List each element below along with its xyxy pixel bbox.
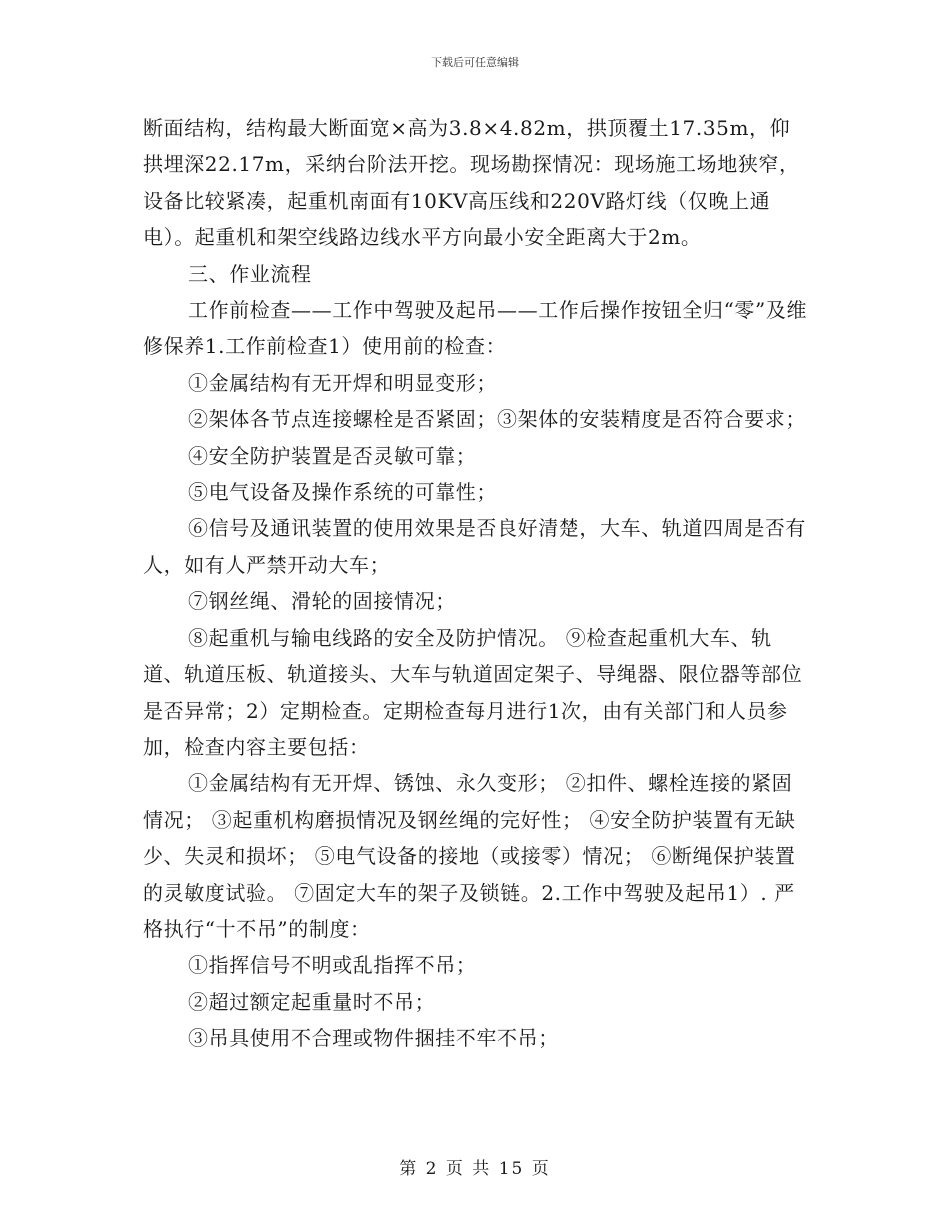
list-item-check-8-9: ⑧起重机与输电线路的安全及防护情况。 ⑨检查起重机大车、轨道、轨道压板、轨道接头、大车与轨道固定架子、导绳器、限位器等部位是否异常；2）定期检查。定期检查每月进行1次，由有关部门和人员参加，检查内容主要包括： (143, 625, 803, 759)
page-header: 下载后可任意编辑 (431, 56, 519, 69)
list-item-check-5: ⑤电气设备及操作系统的可靠性； (188, 480, 497, 505)
list-item-check-7: ⑦钢丝绳、滑轮的固接情况； (188, 589, 456, 614)
paragraph-periodic-inspection: ①金属结构有无开焊、锈蚀、永久变形； ②扣件、螺栓连接的紧固情况； ③起重机构磨损情况及钢丝绳的完好性； ④安全防护装置有无缺少、失灵和损坏； ⑤电气设备的接地（或接零）情况； ⑥断绳保护装置的灵敏度试验。 ⑦固定大车的架子及锁链。2.工作中驾驶及起吊1）. 严格执行“十不吊”的制度： (143, 771, 796, 941)
section-heading-workflow: 三、作业流程 (188, 261, 312, 286)
document-body (143, 110, 808, 1057)
list-item-no-lift-3: ③吊具使用不合理或物件捆挂不牢不吊； (188, 1026, 559, 1051)
list-item-check-1: ①金属结构有无开焊和明显变形； (188, 370, 497, 395)
paragraph-project-overview: 断面结构，结构最大断面宽×高为3.8×4.82m，拱顶覆土17.35m，仰拱埋深22.17m，采纳台阶法开挖。现场勘探情况：现场施工场地狭窄，设备比较紧凑，起重机南面有10KV高压线和220V路灯线（仅晚上通电）。起重机和架空线路边线水平方向最小安全距离大于2m。 (143, 116, 800, 250)
list-item-check-4: ④安全防护装置是否灵敏可靠； (188, 443, 477, 468)
list-item-no-lift-2: ②超过额定起重量时不吊； (188, 989, 436, 1014)
page-footer: 第 2 页 共 15 页 (399, 1159, 551, 1179)
paragraph-workflow-steps: 工作前检查——工作中驾驶及起吊——工作后操作按钮全归“零”及维修保养1.工作前检查1）使用前的检查： (143, 298, 808, 359)
list-item-check-2-3: ②架体各节点连接螺栓是否紧固；③架体的安装精度是否符合要求； (188, 407, 806, 432)
list-item-check-6: ⑥信号及通讯装置的使用效果是否良好清楚，大车、轨道四周是否有人，如有人严禁开动大车； (143, 516, 806, 577)
list-item-no-lift-1: ①指挥信号不明或乱指挥不吊； (188, 953, 477, 978)
